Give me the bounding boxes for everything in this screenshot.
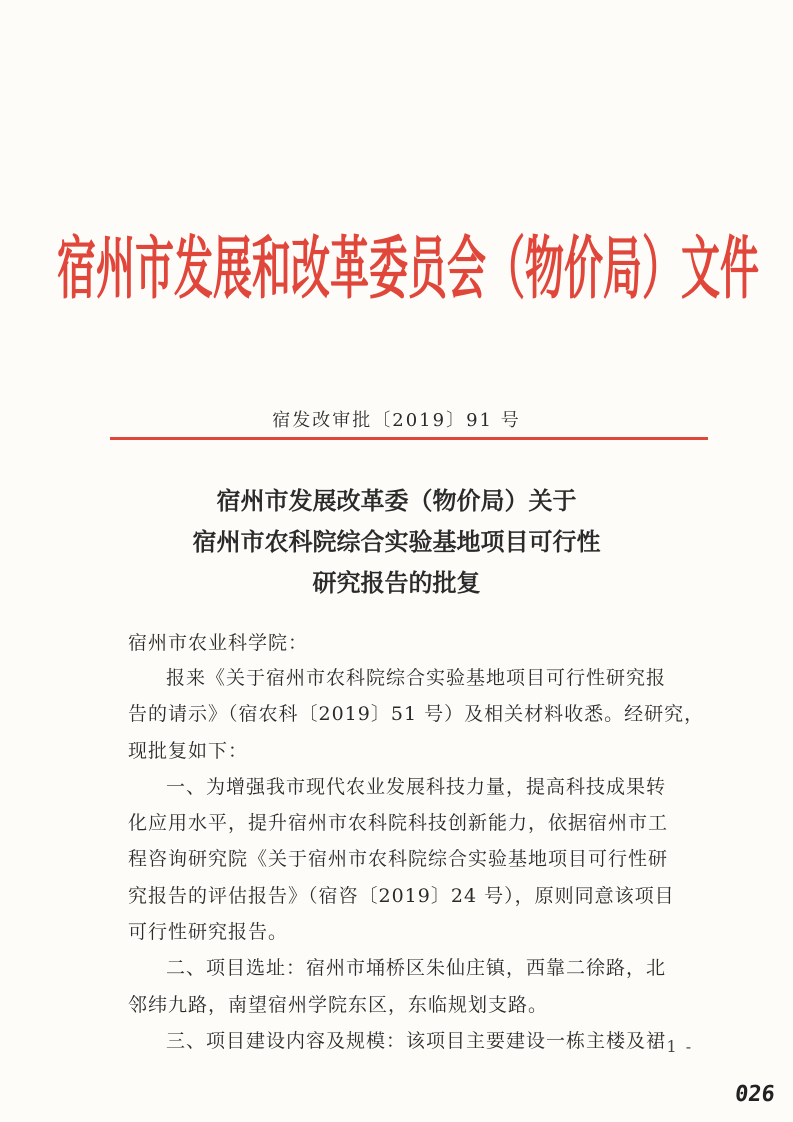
body-line: 二、项目选址：宿州市埇桥区朱仙庄镇，西靠二徐路，北	[166, 957, 667, 980]
body-text	[128, 660, 710, 1059]
body-line: 究报告的评估报告》（宿咨〔2019〕24 号），原则同意该项目	[128, 884, 675, 907]
red-divider-line	[110, 437, 708, 440]
body-line: 化应用水平，提升宿州市农科院科技创新能力，依据宿州市工	[128, 812, 669, 835]
body-line: 程咨询研究院《关于宿州市农科院综合实验基地项目可行性研	[128, 848, 669, 871]
subject-line-3: 研究报告的批复	[312, 568, 481, 597]
issuer-header-title: 宿州市发展和改革委员会（物价局）文件	[57, 229, 760, 310]
document-subject	[0, 480, 793, 603]
page-number: - 1 -	[652, 1037, 694, 1056]
body-line: 一、为增强我市现代农业发展科技力量，提高科技成果转	[166, 775, 667, 798]
addressee: 宿州市农业科学院：	[128, 632, 309, 654]
body-line: 可行性研究报告。	[128, 921, 289, 944]
subject-line-1: 宿州市发展改革委（物价局）关于	[216, 486, 577, 515]
body-line: 现批复如下：	[128, 739, 249, 762]
document-number: 宿发改审批〔2019〕91 号	[272, 410, 521, 431]
body-line: 三、项目建设内容及规模：该项目主要建设一栋主楼及裙	[166, 1029, 667, 1052]
archive-number-stamp: 026	[733, 1082, 777, 1107]
body-line: 告的请示》（宿农科〔2019〕51 号）及相关材料收悉。经研究，	[128, 703, 705, 726]
subject-line-2: 宿州市农科院综合实验基地项目可行性	[192, 527, 601, 556]
body-line: 报来《关于宿州市农科院综合实验基地项目可行性研究报	[166, 667, 667, 689]
body-line: 邻纬九路，南望宿州学院东区，东临规划支路。	[128, 993, 549, 1016]
